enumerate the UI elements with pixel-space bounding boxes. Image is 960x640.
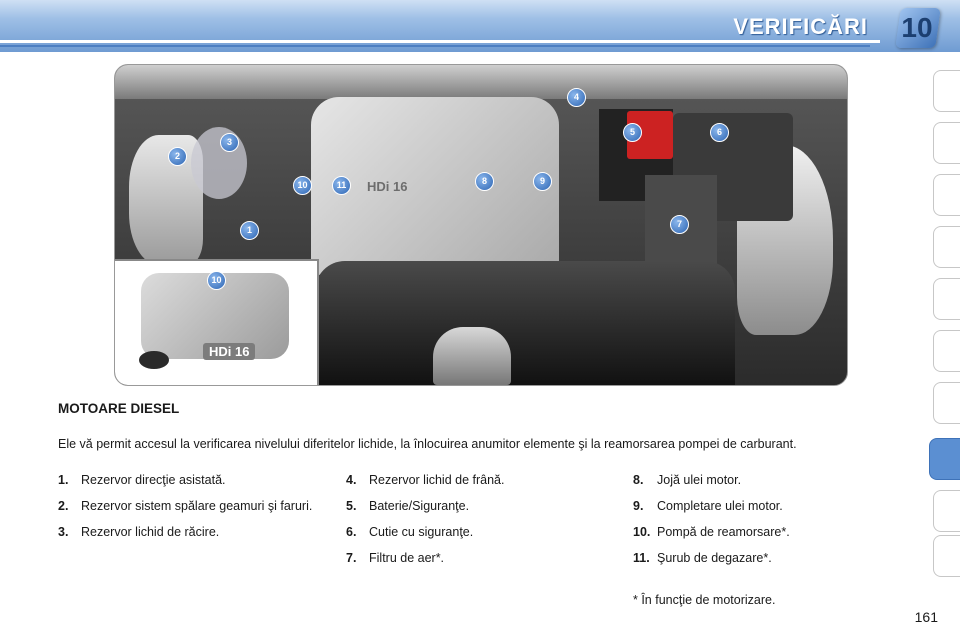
chapter-tab[interactable] [933,330,960,372]
legend-number: 3. [58,525,69,539]
legend-item [633,525,893,539]
legend-number: 4. [346,473,357,487]
brand-logo-emblem [433,327,511,385]
legend-text: Rezervor lichid de răcire. [81,525,220,539]
callout-9: 9 [533,172,552,191]
engine-cover-label: HDi 16 [367,179,408,194]
callout-8: 8 [475,172,494,191]
legend-column-3 [633,473,893,577]
legend-number: 11. [633,551,650,565]
legend-item [346,499,596,513]
page-number: 161 [914,609,938,625]
inset-detail [115,259,319,386]
callout-5: 5 [623,123,642,142]
callout-2: 2 [168,147,187,166]
legend-item [58,473,328,487]
legend-item [346,551,596,565]
chapter-tab[interactable] [933,122,960,164]
legend-text: Cutie cu siguranţe. [369,525,474,539]
legend-text: Rezervor direcţie asistată. [81,473,226,487]
chapter-tab-active[interactable] [929,438,960,480]
legend-item [58,499,328,513]
legend-column-2 [346,473,596,577]
callout-10: 10 [293,176,312,195]
legend-text: Rezervor lichid de frână. [369,473,505,487]
footnote: * În funcţie de motorizare. [633,593,776,607]
washer-reservoir [191,127,247,199]
inset-callout-10: 10 [207,271,226,290]
chapter-tabs [928,70,960,575]
chapter-tab[interactable] [933,70,960,112]
chapter-tab[interactable] [933,490,960,532]
legend-item [633,499,893,513]
inset-cover-label: HDi 16 [203,343,255,360]
callout-4: 4 [567,88,586,107]
legend-item [58,525,328,539]
legend-number: 2. [58,499,69,513]
callout-7: 7 [670,215,689,234]
header-rule-blue [0,45,870,47]
legend-number: 5. [346,499,357,513]
callout-11: 11 [332,176,351,195]
chapter-tab[interactable] [933,278,960,320]
header-rule-white [0,40,880,43]
legend-text: Rezervor sistem spălare geamuri şi faruri. [81,499,313,513]
legend-text: Şurub de degazare*. [657,551,772,565]
legend-text: Jojă ulei motor. [657,473,742,487]
callout-1: 1 [240,221,259,240]
front-bumper [315,261,735,385]
legend-number: 9. [633,499,644,513]
chapter-title: VERIFICĂRI [733,14,868,39]
legend-text: Baterie/Siguranţe. [369,499,470,513]
legend-number: 1. [58,473,69,487]
legend-item [633,551,893,565]
chapter-tab[interactable] [933,174,960,216]
hood-edge [115,65,847,99]
chapter-number: 10 [901,12,933,43]
engine-bay-photo [114,64,848,386]
legend-text: Filtru de aer*. [369,551,445,565]
legend-number: 6. [346,525,357,539]
legend-item [346,473,596,487]
callout-6: 6 [710,123,729,142]
callout-3: 3 [220,133,239,152]
chapter-tab[interactable] [933,535,960,577]
legend-column-1 [58,473,328,551]
legend-text: Completare ulei motor. [657,499,783,513]
legend-item [633,473,893,487]
legend-number: 7. [346,551,357,565]
inset-oil-cap [139,351,169,369]
legend-number: 8. [633,473,644,487]
section-title: MOTOARE DIESEL [58,401,180,416]
legend-item [346,525,596,539]
intro-paragraph: Ele vă permit accesul la verificarea nivelului diferitelor lichide, la înlocuirea anumitor elemente şi la reamorsarea pompei de carburant. [58,437,797,451]
chapter-tab[interactable] [933,226,960,268]
chapter-tab[interactable] [933,382,960,424]
legend-text: Pompă de reamorsare*. [657,525,790,539]
chapter-header [0,0,960,52]
legend-number: 10. [633,525,651,539]
